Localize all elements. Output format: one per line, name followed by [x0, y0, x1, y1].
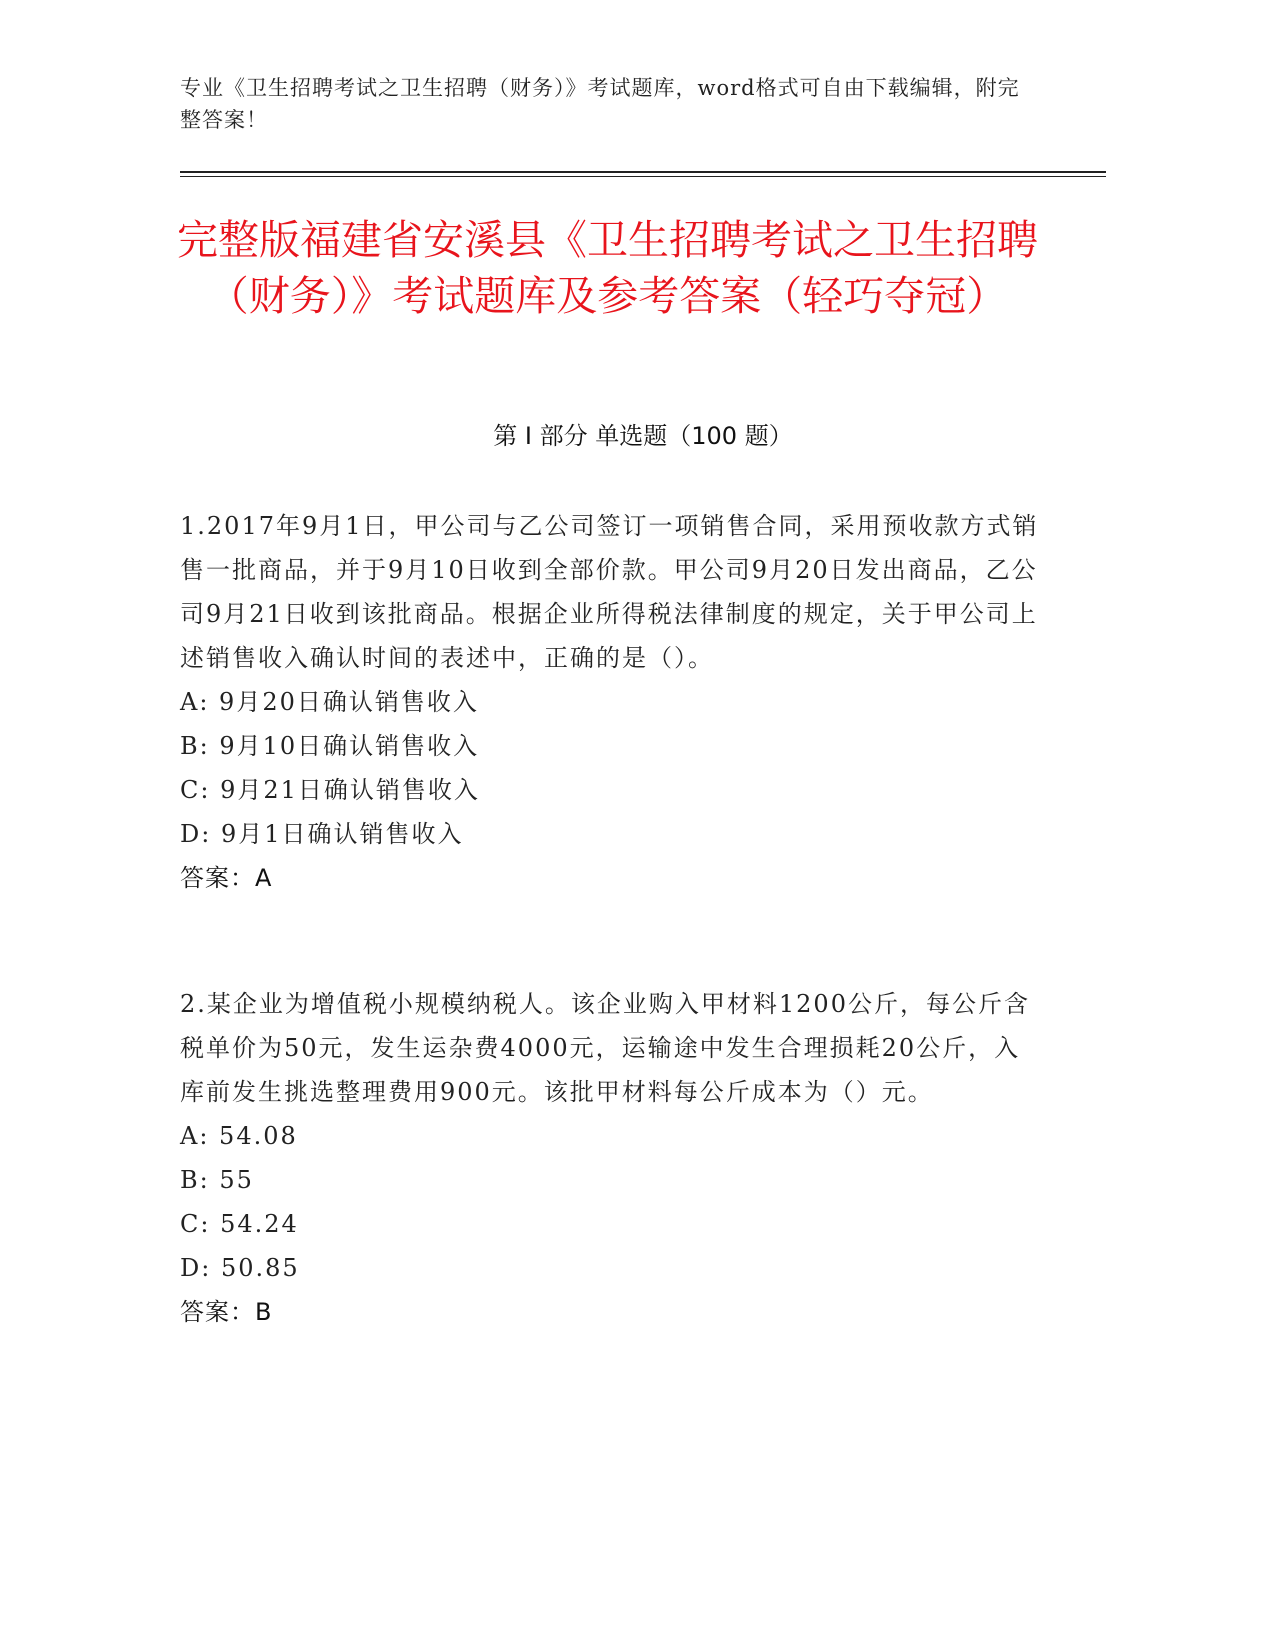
- question-stem: 1.2017年9月1日，甲公司与乙公司签订一项销售合同，采用预收款方式销售一批商品，并于9月10日收到全部价款。甲公司9月20日发出商品，乙公司9月21日收到该批商品。根据企业所得税法律制度的规定，关于甲公司上述销售收入确认时间的表述中，正确的是（）。: [180, 512, 1039, 672]
- option-b: B: 9月10日确认销售收入: [180, 732, 480, 760]
- option-d: D: 9月1日确认销售收入: [180, 820, 464, 848]
- answer-line: 答案：B: [180, 1298, 273, 1326]
- option-list: [180, 1114, 1040, 1290]
- question-2: [180, 982, 1040, 1334]
- answer-line: 答案：A: [180, 864, 273, 892]
- option-b: B: 55: [180, 1166, 254, 1194]
- document-title: 完整版福建省安溪县《卫生招聘考试之卫生招聘（财务）》考试题库及参考答案（轻巧夺冠）: [177, 216, 1038, 320]
- section-heading: 第 I 部分 单选题（100 题）: [493, 422, 793, 450]
- option-a: A: 9月20日确认销售收入: [180, 688, 479, 716]
- header-note: 专业《卫生招聘考试之卫生招聘（财务）》考试题库，word格式可自由下载编辑，附完整答案！: [180, 76, 1020, 132]
- option-a: A: 54.08: [180, 1122, 298, 1150]
- question-stem: 2.某企业为增值税小规模纳税人。该企业购入甲材料1200公斤，每公斤含税单价为50元，发生运杂费4000元，运输途中发生合理损耗20公斤，入库前发生挑选整理费用900元。该批甲材料每公斤成本为（）元。: [180, 990, 1030, 1106]
- option-list: [180, 680, 1040, 856]
- question-1: [180, 504, 1040, 900]
- header-rule-thin: [180, 176, 1106, 177]
- option-c: C: 9月21日确认销售收入: [180, 776, 480, 804]
- option-c: C: 54.24: [180, 1210, 299, 1238]
- header-rule-thick: [180, 171, 1106, 173]
- option-d: D: 50.85: [180, 1254, 300, 1282]
